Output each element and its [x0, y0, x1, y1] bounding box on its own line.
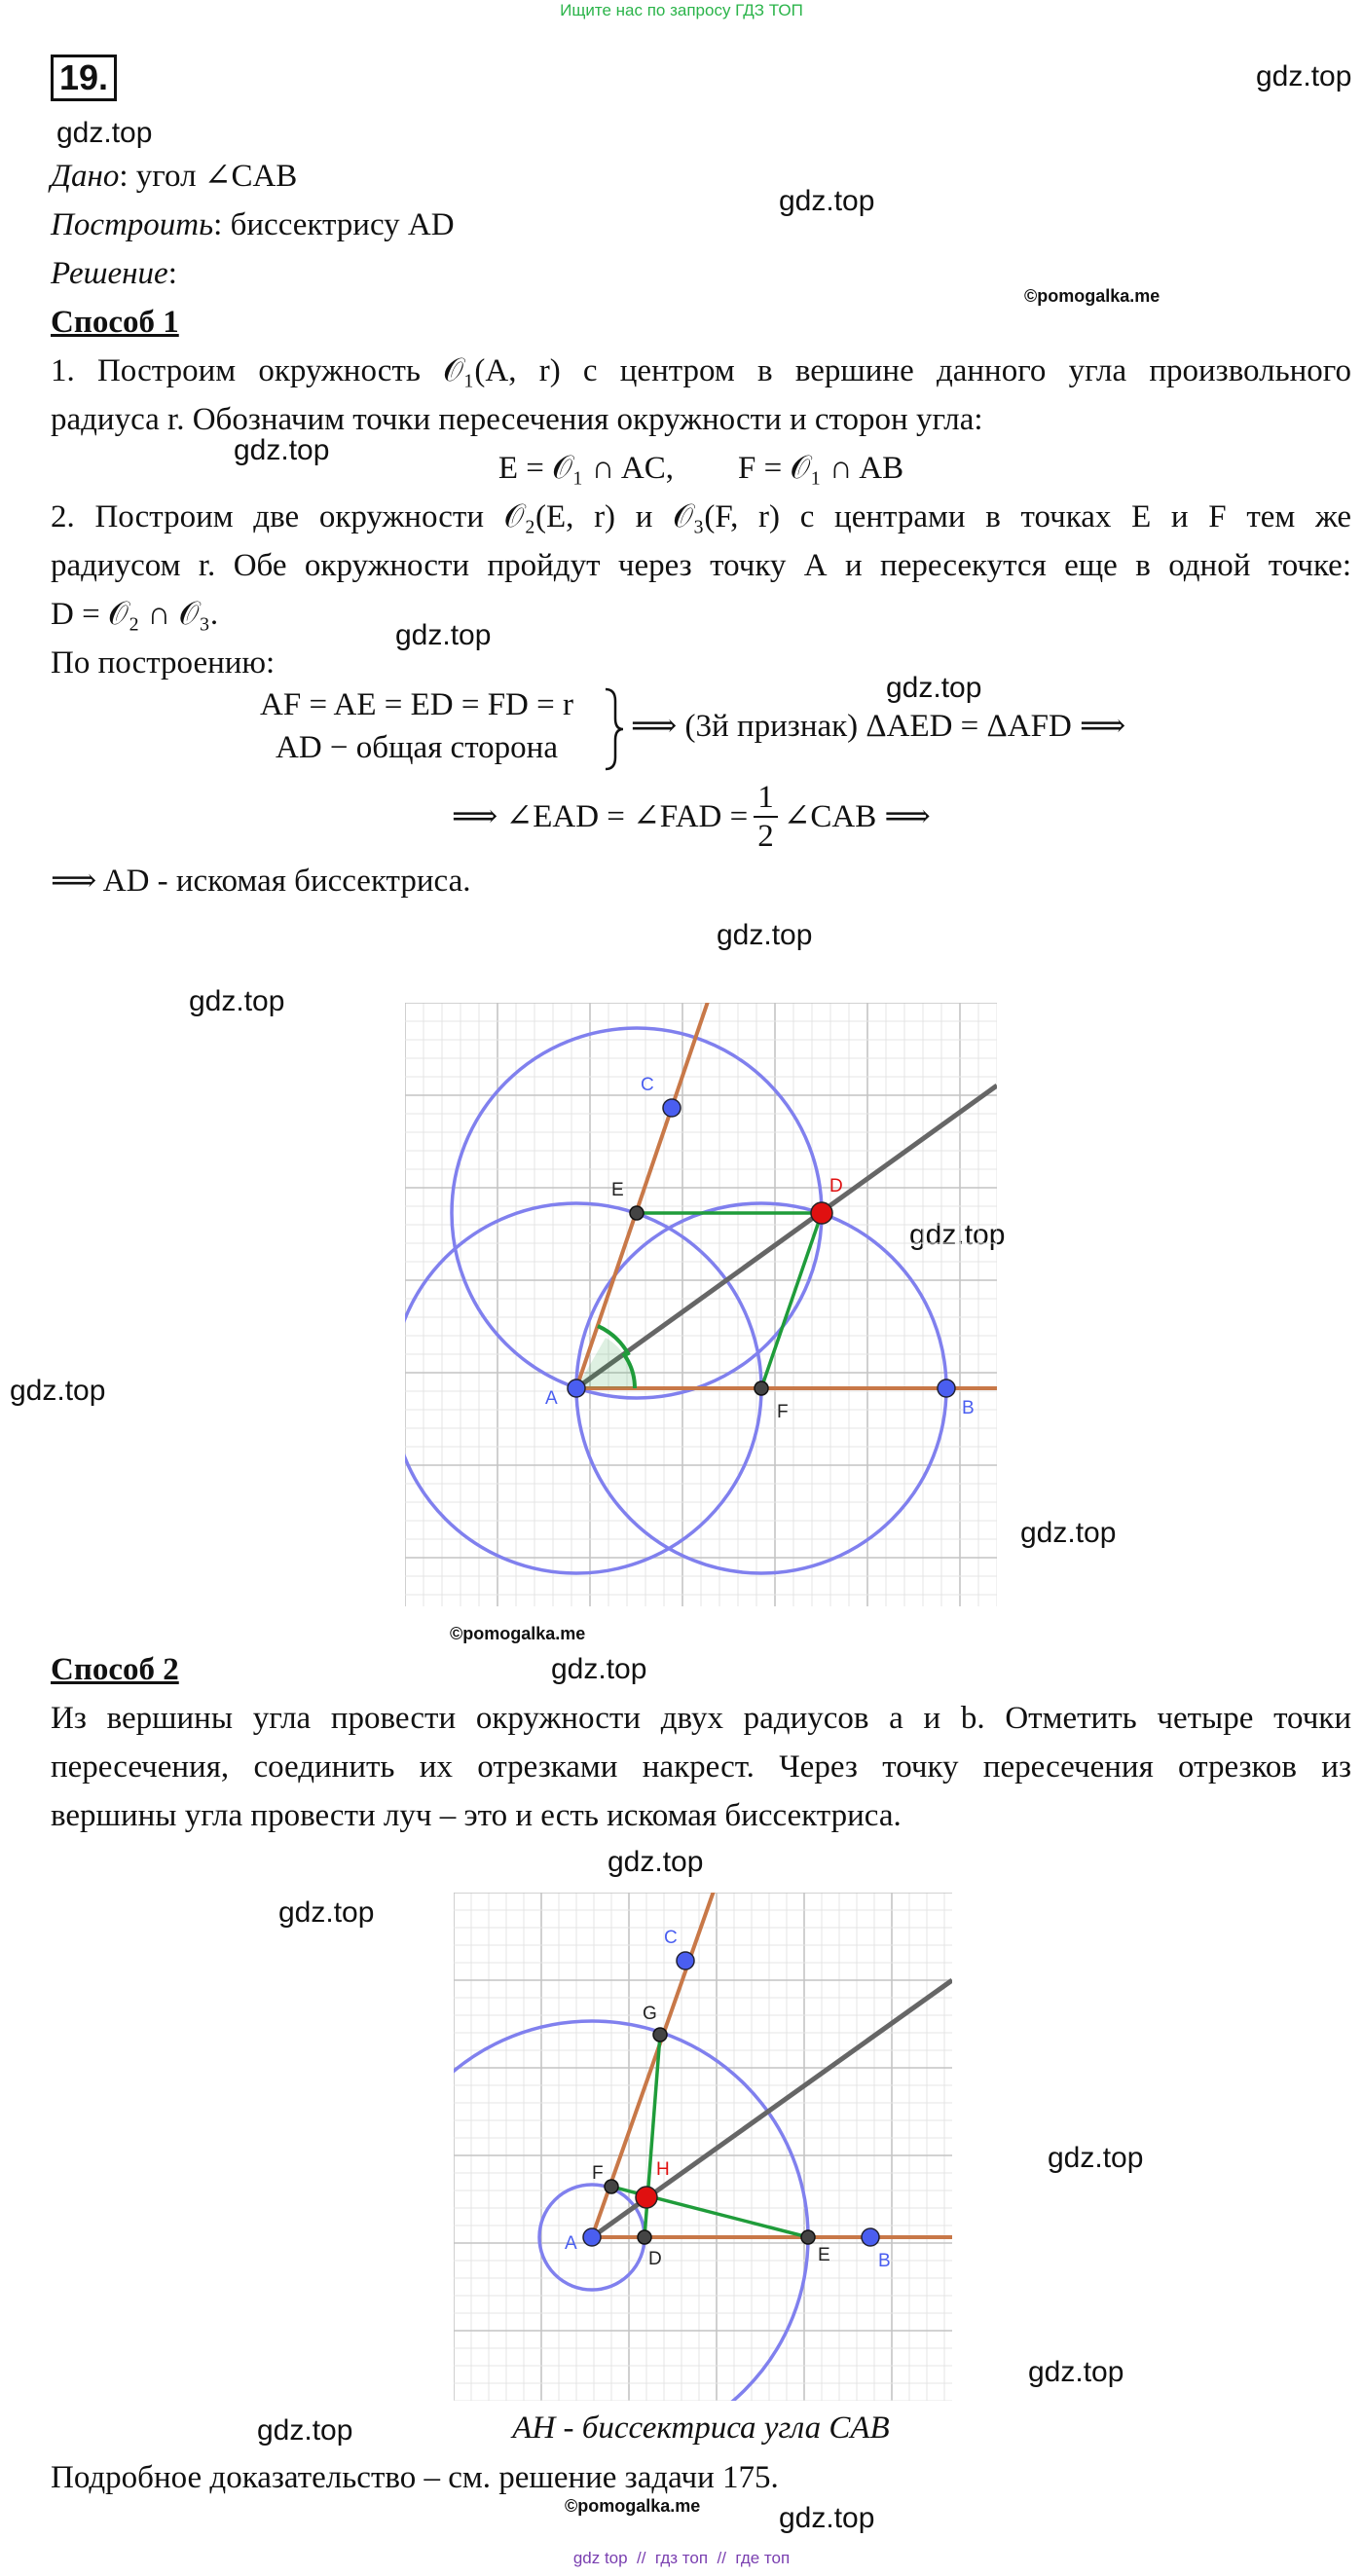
construct-label: Построить: [51, 207, 214, 242]
label-d: D: [648, 2249, 662, 2269]
watermark-gdz: gdz.top: [1028, 2356, 1124, 2388]
angle-right: ∠CAB ⟹: [783, 799, 931, 834]
proof-note: Подробное доказательство – см. решение задачи 175.: [51, 2460, 779, 2495]
point-h[interactable]: [636, 2187, 657, 2208]
fraction: [754, 779, 778, 855]
point-f[interactable]: [755, 1381, 768, 1395]
watermark-gdz: gdz.top: [909, 1219, 1006, 1251]
watermark-gdz: gdz.top: [551, 1653, 647, 1685]
system-line1: AF = AE = ED = FD = r: [260, 687, 573, 722]
label-a: A: [545, 1388, 558, 1409]
label-b: B: [962, 1398, 975, 1418]
method1-title: Способ 1: [51, 305, 179, 340]
watermark-gdz: gdz.top: [1020, 1517, 1117, 1549]
solution-text: :: [167, 256, 177, 291]
system-brace: [602, 687, 627, 771]
fraction-denominator: 2: [757, 819, 774, 854]
label-a: A: [565, 2233, 577, 2254]
figure2-grid: [454, 1893, 952, 2401]
point-f[interactable]: [605, 2180, 618, 2193]
header-link[interactable]: Ищите нас по запросу ГДЗ ТОП: [560, 1, 803, 19]
method1-by-construction: По построению:: [51, 645, 276, 681]
method2-title: Способ 2: [51, 1652, 179, 1687]
figure1-construction: [405, 1003, 997, 1606]
point-a[interactable]: [583, 2228, 601, 2246]
system-result: ⟹ (3й признак) ΔAED = ΔAFD ⟹: [631, 709, 1126, 744]
solution-line: [51, 249, 1351, 298]
watermark-gdz: gdz.top: [278, 1896, 375, 1929]
method1-step1-line1: 1. Построим окружность 𝒪₁(A, r) с центром в вершине данного угла произвольного: [51, 353, 1351, 388]
point-e[interactable]: [801, 2230, 815, 2244]
given-text: : угол ∠CAB: [119, 159, 298, 194]
system-block: [222, 683, 611, 769]
point-b[interactable]: [938, 1380, 955, 1397]
watermark-gdz: gdz.top: [395, 619, 492, 651]
bisector-ray: [576, 1086, 997, 1388]
watermark-gdz: gdz.top: [1048, 2142, 1144, 2174]
point-g[interactable]: [653, 2028, 667, 2042]
point-c[interactable]: [677, 1952, 694, 1969]
point-c[interactable]: [663, 1099, 681, 1117]
watermark-gdz: gdz.top: [56, 117, 153, 149]
given-label: Дано: [51, 159, 120, 194]
label-e: E: [818, 2245, 830, 2265]
label-h: H: [656, 2159, 670, 2180]
method1-step2-line2: радиусом r. Обе окружности пройдут через точку А и пересекутся еще в одной точке:: [51, 548, 1351, 583]
bottom-links[interactable]: gdz top // гдз топ // где топ: [572, 2549, 791, 2567]
label-c: C: [664, 1928, 678, 1948]
point-e[interactable]: [630, 1206, 644, 1220]
solution-label: Решение: [51, 256, 168, 291]
method1-step1-line2: радиуса r. Обозначим точки пересечения окружности и сторон угла:: [51, 402, 983, 437]
label-g: G: [643, 2004, 657, 2024]
method2-line3: вершины угла провести луч – это и есть искомая биссектриса.: [51, 1798, 902, 1833]
watermark-gdz: gdz.top: [234, 434, 330, 466]
method2-line2: пересечения, соединить их отрезками накрест. Через точку пересечения отрезков из: [51, 1749, 1351, 1785]
given-line: [51, 152, 1351, 201]
figure2-construction: [454, 1893, 952, 2401]
label-d: D: [829, 1176, 843, 1196]
watermark-pomogalka: ©pomogalka.me: [1024, 286, 1160, 306]
watermark-gdz: gdz.top: [608, 1846, 704, 1878]
label-b: B: [878, 2251, 891, 2271]
label-c: C: [641, 1075, 654, 1095]
side-ac: [576, 1003, 711, 1388]
watermark-gdz: gdz.top: [779, 185, 875, 217]
figure2-caption: AH - биссектриса угла CAB: [512, 2410, 890, 2446]
point-d[interactable]: [638, 2230, 651, 2244]
method1-step2-line1: 2. Построим две окружности 𝒪₂(E, r) и 𝒪₃(F, r) с центрами в точках E и F тем же: [51, 499, 1351, 534]
method1-conclusion: ⟹ AD - искомая биссектриса.: [51, 864, 471, 899]
method2-line1: Из вершины угла провести окружности двух радиусов a и b. Отметить четыре точки: [51, 1701, 1351, 1736]
system-line2: AD − общая сторона: [276, 730, 558, 765]
fraction-numerator: 1: [754, 779, 778, 818]
angle-left: ⟹ ∠EAD = ∠FAD =: [452, 799, 749, 834]
construct-line: [51, 201, 1351, 249]
watermark-gdz: gdz.top: [717, 919, 813, 951]
problem-number: 19.: [51, 55, 117, 101]
watermark-gdz: gdz.top: [779, 2502, 875, 2534]
label-f: F: [777, 1402, 789, 1422]
label-f: F: [592, 2163, 604, 2184]
watermark-gdz: gdz.top: [257, 2414, 353, 2447]
point-a[interactable]: [568, 1380, 585, 1397]
watermark-gdz: gdz.top: [886, 672, 982, 704]
method1-step2-line3: D = 𝒪₂ ∩ 𝒪₃.: [51, 597, 219, 632]
label-e: E: [611, 1180, 624, 1200]
watermark-gdz: gdz.top: [1256, 60, 1352, 92]
method1-step1-formula: E = 𝒪₁ ∩ AC, F = 𝒪₁ ∩ AB: [497, 451, 904, 486]
segment-fd: [761, 1213, 822, 1388]
point-d[interactable]: [811, 1202, 832, 1224]
angle-equality: [452, 779, 931, 855]
watermark-pomogalka: ©pomogalka.me: [450, 1624, 586, 1643]
watermark-pomogalka: ©pomogalka.me: [565, 2496, 701, 2516]
point-b[interactable]: [862, 2228, 879, 2246]
watermark-gdz: gdz.top: [10, 1375, 106, 1407]
construct-text: : биссектрису AD: [213, 207, 455, 242]
watermark-gdz: gdz.top: [189, 985, 285, 1017]
